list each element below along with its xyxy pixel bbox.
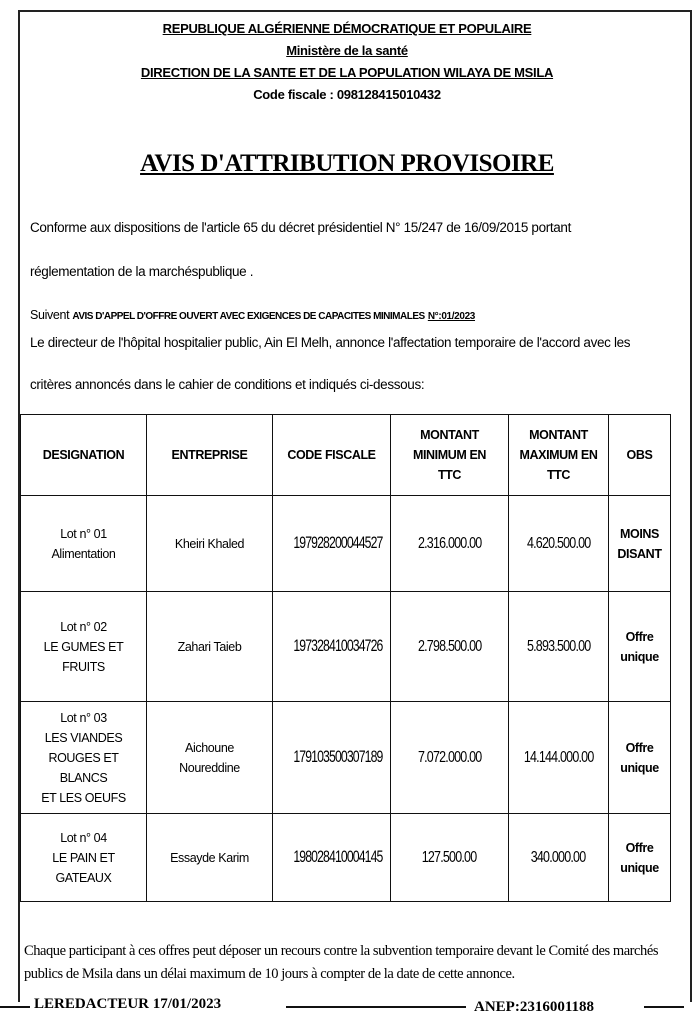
obs-line1: Offre bbox=[625, 629, 654, 644]
cell-code-fiscale bbox=[273, 814, 391, 902]
lot-number: Lot n° 03 bbox=[60, 710, 107, 725]
header-montant-min-l3: TTC bbox=[437, 468, 462, 482]
tender-number: N°:01/2023 bbox=[427, 311, 476, 322]
table-row bbox=[21, 592, 671, 702]
cell-code-fiscale bbox=[273, 702, 391, 814]
cell-montant-min bbox=[391, 702, 509, 814]
cell-designation bbox=[21, 814, 147, 902]
cell-entreprise: Kheiri Khaled bbox=[147, 496, 273, 592]
montant-max-value: 340.000.00 bbox=[531, 848, 586, 866]
cell-montant-min bbox=[391, 592, 509, 702]
document-header bbox=[0, 18, 694, 106]
page-title: AVIS D'ATTRIBUTION PROVISOIRE bbox=[140, 150, 554, 177]
montant-max-value: 5.893.500.00 bbox=[526, 637, 591, 655]
lot-number: Lot n° 04 bbox=[60, 830, 107, 845]
code-fiscale-value: 197328410034726 bbox=[293, 636, 383, 655]
cell-entreprise: Zahari Taieb bbox=[147, 592, 273, 702]
signature-line bbox=[0, 996, 694, 1016]
montant-min-value: 127.500.00 bbox=[422, 848, 477, 866]
rule-right bbox=[644, 1006, 684, 1008]
obs-line2: unique bbox=[620, 860, 659, 875]
table-row bbox=[21, 814, 671, 902]
lot-number: Lot n° 01 bbox=[60, 526, 107, 541]
obs-line1: Offre bbox=[625, 740, 654, 755]
cell-montant-min bbox=[391, 814, 509, 902]
header-code-fiscale: CODE FISCALE bbox=[273, 415, 391, 496]
header-designation: DESIGNATION bbox=[21, 415, 147, 496]
header-montant-maximum bbox=[509, 415, 609, 496]
obs-line1: Offre bbox=[625, 840, 654, 855]
cell-designation bbox=[21, 496, 147, 592]
obs-line2: unique bbox=[620, 649, 659, 664]
lot-designation-line2: ROUGES ET BLANCS bbox=[48, 750, 119, 785]
cell-montant-max bbox=[509, 496, 609, 592]
cell-montant-min bbox=[391, 496, 509, 592]
cell-code-fiscale bbox=[273, 592, 391, 702]
montant-min-value: 2.316.000.00 bbox=[417, 534, 482, 552]
table-row bbox=[21, 496, 671, 592]
republic-heading: REPUBLIQUE ALGÉRIENNE DÉMOCRATIQUE ET POPULAIRE bbox=[162, 21, 532, 36]
fiscal-code-heading: Code fiscale : 098128415010432 bbox=[253, 87, 441, 102]
cell-montant-max bbox=[509, 592, 609, 702]
lot-designation: LE GUMES ET FRUITS bbox=[43, 639, 124, 674]
intro-paragraph-line1: Conforme aux dispositions de l'article 65 du décret présidentiel N° 15/247 de 16/09/2015 portant bbox=[30, 220, 571, 235]
header-obs: OBS bbox=[609, 415, 671, 496]
montant-min-value: 2.798.500.00 bbox=[417, 637, 482, 655]
cell-montant-max bbox=[509, 702, 609, 814]
header-entreprise: ENTREPRISE bbox=[147, 415, 273, 496]
attribution-table bbox=[20, 414, 671, 902]
announcement-line1: Le directeur de l'hôpital hospitalier public, Ain El Melh, annonce l'affectation temporaire de l'accord avec les bbox=[30, 335, 631, 350]
cell-montant-max bbox=[509, 814, 609, 902]
montant-min-value: 7.072.000.00 bbox=[417, 748, 482, 766]
entreprise-line1: Aichoune bbox=[185, 740, 234, 755]
obs-line2: unique bbox=[620, 760, 659, 775]
table-row bbox=[21, 702, 671, 814]
announcement-line2: critères annoncés dans le cahier de conditions et indiqués ci-dessous: bbox=[30, 377, 425, 392]
header-montant-max-l1: MONTANT bbox=[529, 428, 588, 442]
header-montant-minimum bbox=[391, 415, 509, 496]
montant-max-value: 4.620.500.00 bbox=[526, 534, 591, 552]
obs-line2: DISANT bbox=[617, 546, 662, 561]
direction-heading: DIRECTION DE LA SANTE ET DE LA POPULATION WILAYA DE MSILA bbox=[140, 65, 554, 80]
tender-lead: Suivent bbox=[30, 308, 73, 322]
cell-obs bbox=[609, 592, 671, 702]
tender-reference-line bbox=[30, 305, 670, 327]
cell-obs bbox=[609, 814, 671, 902]
intro-paragraph-line2: réglementation de la marchéspublique . bbox=[30, 264, 254, 279]
redacteur-date: LEREDACTEUR 17/01/2023 bbox=[34, 996, 222, 1012]
cell-obs bbox=[609, 496, 671, 592]
obs-line1: MOINS bbox=[620, 526, 659, 541]
ministry-heading: Ministère de la santé bbox=[286, 43, 408, 58]
cell-obs bbox=[609, 702, 671, 814]
recourse-notice: Chaque participant à ces offres peut déposer un recours contre la subvention temporaire devant le Comité des marchés publics de Msila dans un délai maximum de 10 jours à compter de la date de cette annonce. bbox=[24, 943, 659, 982]
table-header-row bbox=[21, 415, 671, 496]
lot-designation: LE PAIN ET GATEAUX bbox=[52, 850, 115, 885]
header-montant-min-l2: MINIMUM EN bbox=[412, 448, 487, 462]
lot-designation: Alimentation bbox=[51, 546, 116, 561]
anep-number: ANEP:2316001188 bbox=[474, 999, 594, 1015]
code-fiscale-value: 198028410004145 bbox=[293, 847, 383, 866]
lot-number: Lot n° 02 bbox=[60, 619, 107, 634]
cell-entreprise: Essayde Karim bbox=[147, 814, 273, 902]
entreprise-line2: Noureddine bbox=[179, 760, 240, 775]
cell-entreprise bbox=[147, 702, 273, 814]
montant-max-value: 14.144.000.00 bbox=[523, 748, 594, 766]
code-fiscale-value: 197928200044527 bbox=[293, 533, 383, 552]
header-montant-max-l2: MAXIMUM EN bbox=[519, 448, 598, 462]
tender-type: AVIS D'APPEL D'OFFRE OUVERT AVEC EXIGENCES DE CAPACITES MINIMALES bbox=[72, 311, 425, 322]
cell-code-fiscale bbox=[273, 496, 391, 592]
code-fiscale-value: 179103500307189 bbox=[293, 747, 383, 766]
cell-designation bbox=[21, 702, 147, 814]
rule-middle bbox=[286, 1006, 466, 1008]
lot-designation-line3: ET LES OEUFS bbox=[41, 790, 126, 805]
header-montant-max-l3: TTC bbox=[546, 468, 571, 482]
header-montant-min-l1: MONTANT bbox=[420, 428, 479, 442]
rule-left bbox=[0, 1006, 30, 1008]
lot-designation: LES VIANDES bbox=[44, 730, 123, 745]
cell-designation bbox=[21, 592, 147, 702]
